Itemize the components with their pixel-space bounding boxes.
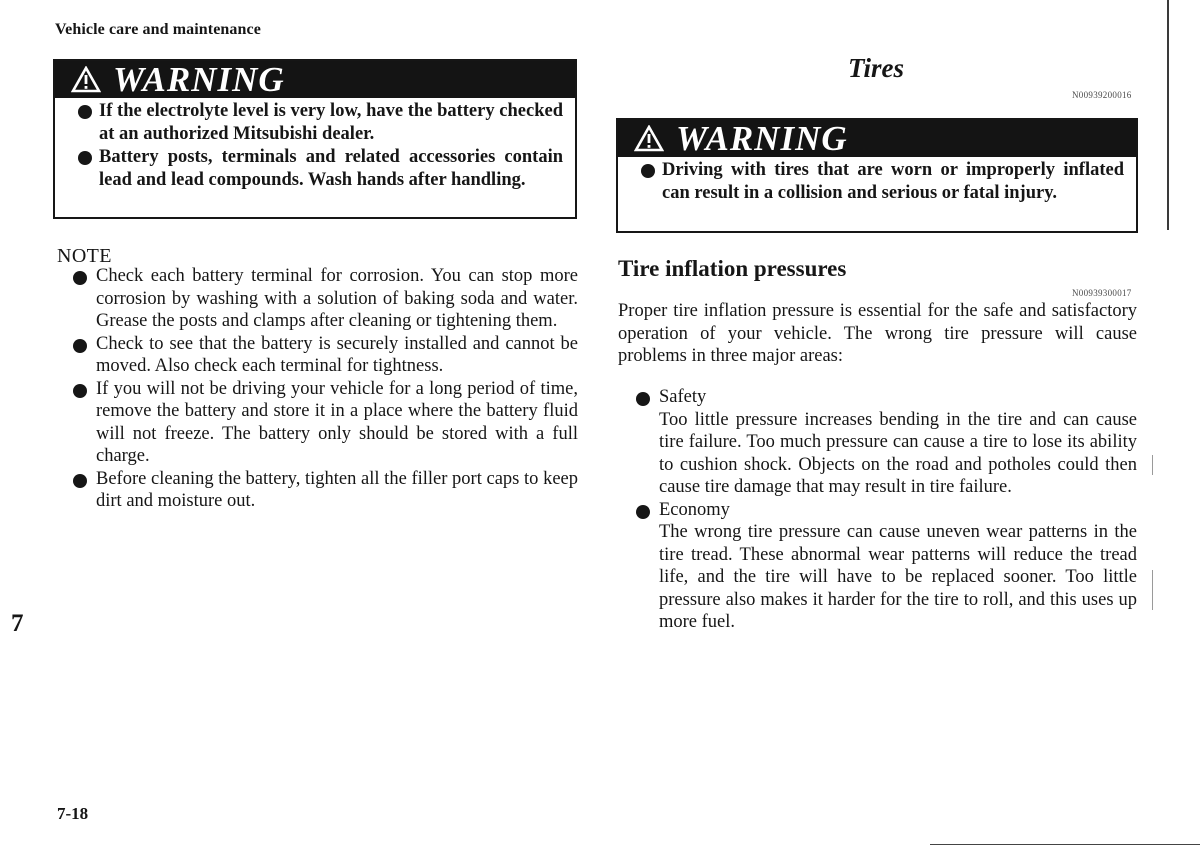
bullet-icon	[636, 392, 650, 406]
warning-item	[618, 159, 1136, 205]
bullet-icon	[73, 271, 87, 285]
bullet-icon	[641, 164, 655, 178]
note-text: Check to see that the battery is securely installed and cannot be moved. Also check each terminal for tightness.	[96, 333, 578, 376]
warning-title: WARNING	[113, 60, 285, 99]
warning-item	[55, 146, 575, 192]
running-header: Vehicle care and maintenance	[55, 21, 261, 38]
note-item	[72, 333, 578, 378]
warning-list	[55, 98, 575, 194]
note-item	[72, 378, 578, 468]
item-label: Economy	[659, 499, 730, 520]
note-item	[72, 265, 578, 333]
warning-title: WARNING	[676, 119, 848, 158]
list-item-safety	[636, 386, 1137, 499]
warning-triangle-icon	[71, 66, 101, 93]
note-text: Before cleaning the battery, tighten all the filler port caps to keep dirt and moisture out.	[96, 468, 578, 511]
warning-text: If the electrolyte level is very low, have the battery checked at an authorized Mitsubishi dealer.	[99, 101, 563, 144]
item-body: The wrong tire pressure can cause uneven wear patterns in the tire tread. These abnormal wear patterns will reduce the tread life, and the tire will have to be replaced sooner. Too little pressure also makes it harder for the tire to roll, and this uses up more fuel.	[659, 522, 1137, 632]
note-item	[72, 468, 578, 513]
section-code: N00939200016	[1072, 90, 1132, 100]
bullet-icon	[78, 105, 92, 119]
warning-triangle-icon	[634, 125, 664, 152]
bullet-icon	[73, 474, 87, 488]
note-label: NOTE	[57, 245, 112, 267]
bullet-icon	[73, 384, 87, 398]
item-body: Too little pressure increases bending in the tire and can cause tire failure. Too much pressure can cause a tire to lose its ability to cushion shock. Objects on the road and potholes could then cause tire damage that may result in tire failure.	[659, 409, 1137, 497]
subsection-code: N00939300017	[1072, 288, 1132, 298]
item-label: Safety	[659, 387, 707, 407]
bullet-icon	[78, 151, 92, 165]
battery-warning-box	[53, 59, 577, 219]
warning-header-bar	[618, 120, 1136, 157]
page-number: 7-18	[57, 804, 89, 823]
section-title: Tires	[848, 53, 904, 83]
page-edge-mark	[1152, 570, 1153, 610]
warning-header-bar	[55, 61, 575, 98]
note-text: If you will not be driving your vehicle for a long period of time, remove the battery and store it in a place where the battery fluid will not freeze. The battery only should be stored with a full charge.	[96, 378, 578, 466]
chapter-tab-number: 7	[11, 610, 24, 637]
subsection-title: Tire inflation pressures	[618, 256, 847, 281]
warning-list	[618, 157, 1136, 207]
tires-warning-box	[616, 118, 1138, 233]
warning-text: Driving with tires that are worn or improperly inflated can result in a collision and serious or fatal injury.	[662, 160, 1124, 203]
bullet-icon	[73, 339, 87, 353]
page-edge-mark	[1152, 455, 1153, 475]
intro-paragraph: Proper tire inflation pressure is essential for the safe and satisfactory operation of your vehicle. The wrong tire pressure will cause problems in three major areas:	[618, 301, 1137, 366]
bottom-rule	[930, 844, 1200, 845]
warning-text: Battery posts, terminals and related accessories contain lead and lead compounds. Wash hands after handling.	[99, 147, 563, 190]
warning-item	[55, 100, 575, 146]
page-edge-line	[1167, 0, 1169, 230]
note-text: Check each battery terminal for corrosion. You can stop more corrosion by washing with a solution of baking soda and water. Grease the posts and clamps after cleaning or tightening them.	[96, 266, 578, 331]
bullet-icon	[636, 505, 650, 519]
note-list	[72, 265, 578, 513]
tire-pressure-areas-list	[636, 386, 1137, 634]
list-item-economy	[636, 499, 1137, 634]
